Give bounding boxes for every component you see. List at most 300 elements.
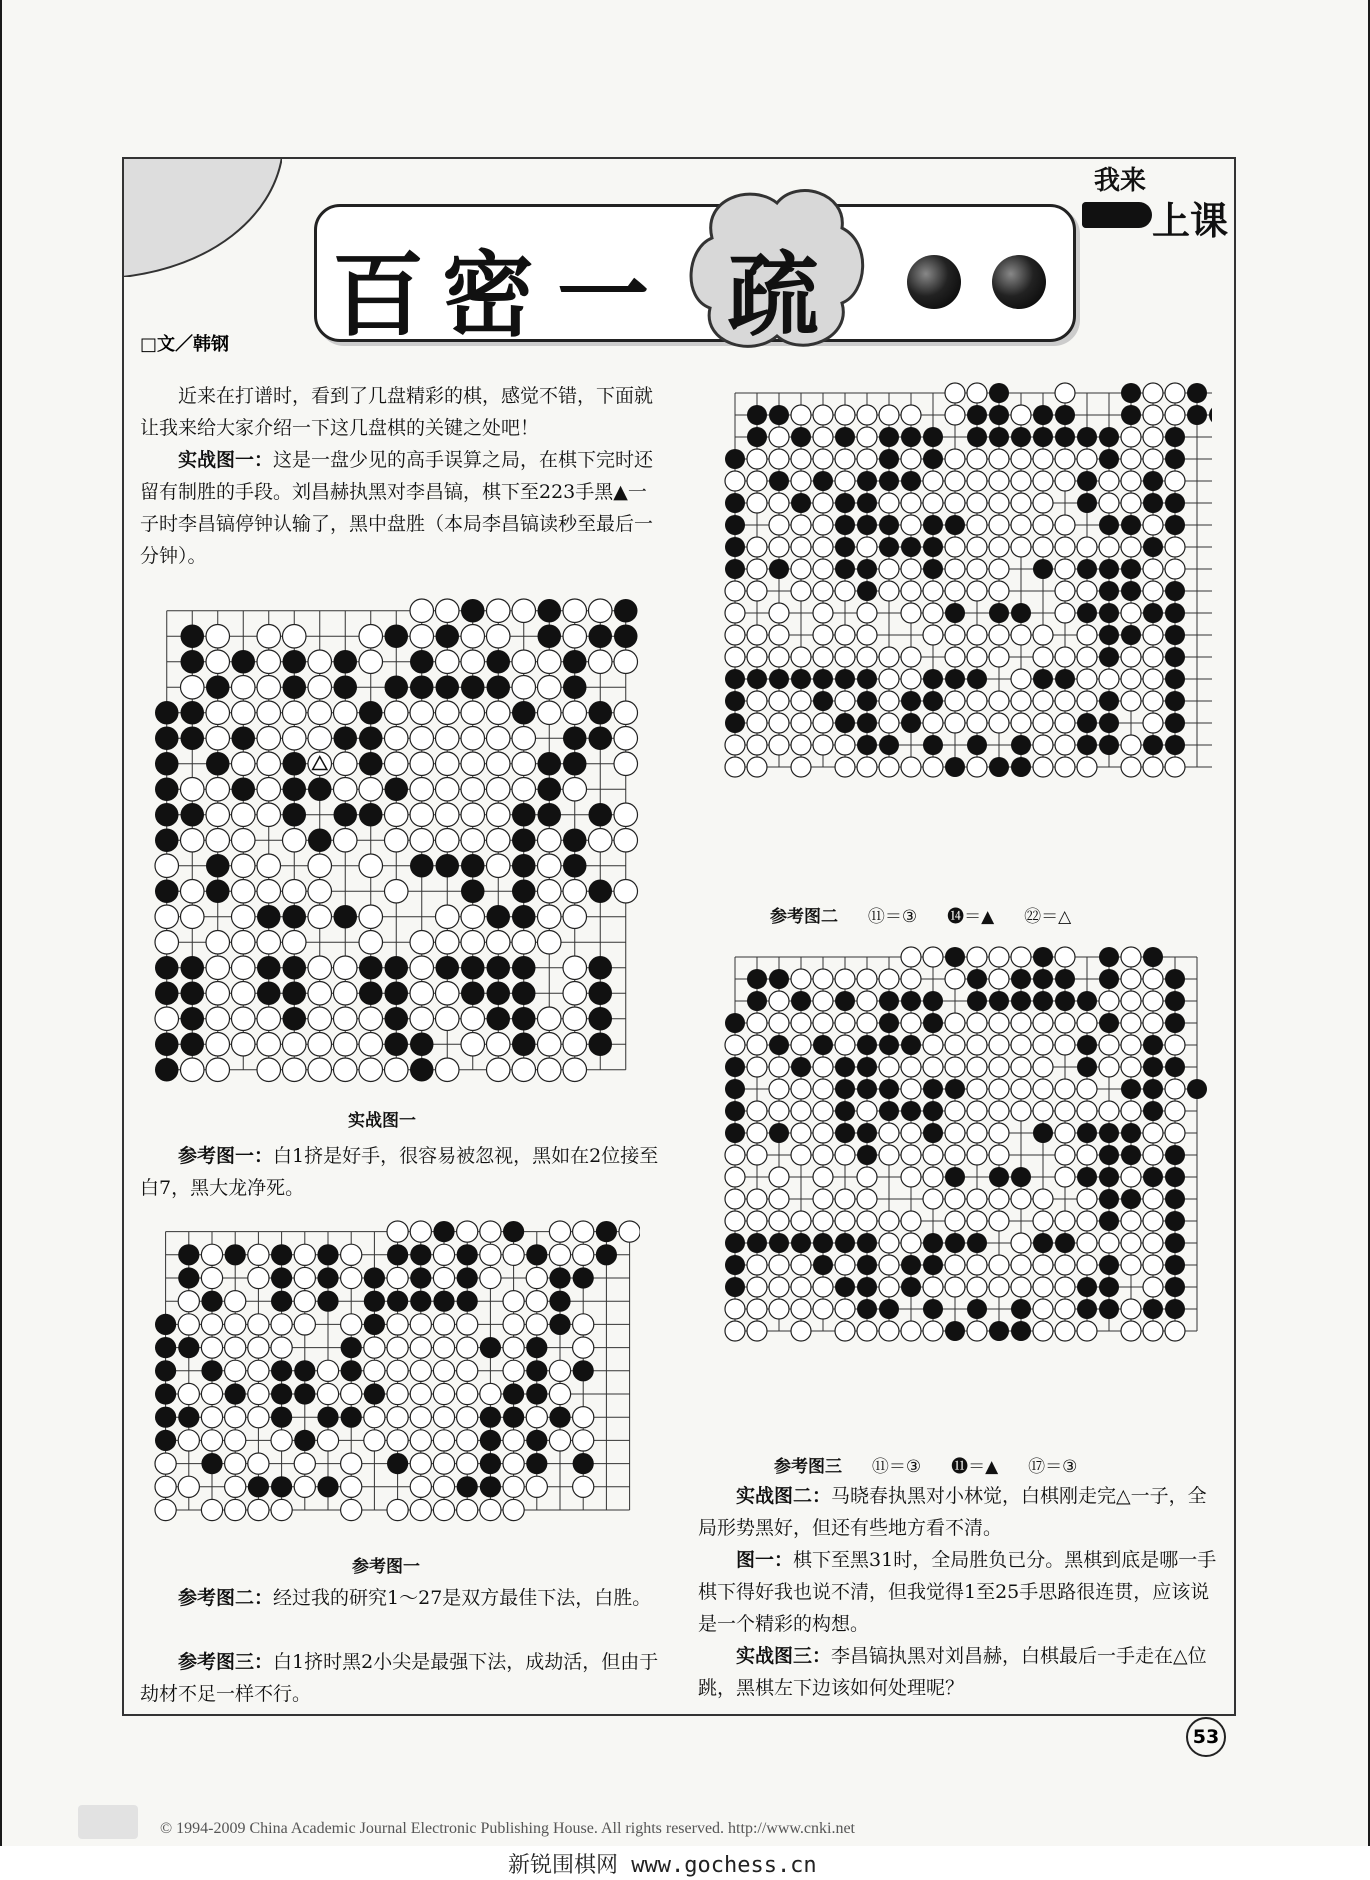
white-stone [835, 1321, 855, 1341]
black-stone [341, 1360, 362, 1381]
white-stone [989, 559, 1009, 579]
white-stone [747, 1277, 767, 1297]
white-stone [1011, 669, 1031, 689]
black-stone [433, 1221, 454, 1242]
white-stone [725, 1189, 745, 1209]
black-stone [923, 1013, 943, 1033]
black-stone [901, 691, 921, 711]
white-stone [901, 1079, 921, 1099]
white-stone [1011, 1013, 1031, 1033]
black-stone [1055, 969, 1075, 989]
black-stone [201, 1360, 222, 1381]
black-stone [526, 1244, 547, 1265]
white-stone [1143, 1277, 1163, 1297]
white-stone [835, 969, 855, 989]
white-stone [923, 1277, 943, 1297]
white-stone [512, 599, 536, 623]
white-stone [967, 515, 987, 535]
black-stone [1077, 1123, 1097, 1143]
black-stone [596, 1221, 617, 1242]
white-stone [857, 405, 877, 425]
black-stone [923, 691, 943, 711]
white-stone [835, 691, 855, 711]
black-stone [206, 854, 230, 878]
white-stone [1055, 757, 1075, 777]
black-stone [1099, 969, 1119, 989]
white-stone [410, 982, 434, 1006]
white-stone [1077, 1013, 1097, 1033]
white-stone [945, 625, 965, 645]
black-stone [257, 956, 281, 980]
white-stone [1011, 691, 1031, 711]
black-stone [725, 1101, 745, 1121]
black-stone [835, 515, 855, 535]
white-stone [1121, 1167, 1141, 1187]
white-stone [1143, 757, 1163, 777]
white-stone [364, 1360, 385, 1381]
black-stone [1121, 515, 1141, 535]
black-stone [1011, 735, 1031, 755]
black-stone [563, 854, 587, 878]
white-stone [989, 691, 1009, 711]
black-stone [791, 427, 811, 447]
black-stone [945, 603, 965, 623]
white-stone [1011, 1079, 1031, 1099]
white-stone [461, 1007, 485, 1031]
black-stone [181, 1033, 205, 1057]
white-stone [967, 947, 987, 967]
white-stone [410, 752, 434, 776]
white-stone [512, 727, 536, 751]
white-stone [257, 1058, 281, 1082]
white-stone [879, 493, 899, 513]
pointing-hand-icon [1082, 202, 1152, 228]
black-stone [725, 559, 745, 579]
black-stone [317, 1267, 338, 1288]
white-stone [232, 956, 256, 980]
white-stone [232, 931, 256, 955]
white-stone [923, 1167, 943, 1187]
black-stone [857, 1057, 877, 1077]
white-stone [387, 1383, 408, 1404]
white-stone [614, 880, 638, 904]
black-stone [480, 1476, 501, 1497]
black-stone [487, 650, 511, 674]
white-stone [725, 581, 745, 601]
white-stone [879, 1123, 899, 1143]
white-stone [1121, 647, 1141, 667]
white-stone [901, 647, 921, 667]
black-stone [835, 1277, 855, 1297]
white-stone [1077, 669, 1097, 689]
game1-label: 实战图一： [178, 449, 274, 471]
black-stone [317, 1291, 338, 1312]
black-stone [563, 676, 587, 700]
black-stone [857, 1035, 877, 1055]
black-stone [308, 829, 332, 853]
black-stone [526, 1430, 547, 1451]
white-stone [879, 1255, 899, 1275]
white-stone [271, 1337, 292, 1358]
black-stone [385, 956, 409, 980]
black-stone [989, 383, 1009, 403]
white-stone [308, 956, 332, 980]
white-stone [487, 1033, 511, 1057]
white-stone [1165, 1123, 1185, 1143]
white-stone [410, 1383, 431, 1404]
black-stone [334, 727, 358, 751]
black-stone [835, 991, 855, 1011]
white-stone [967, 713, 987, 733]
black-stone [1077, 991, 1097, 1011]
white-stone [923, 757, 943, 777]
white-stone [813, 1299, 833, 1319]
white-stone [283, 1058, 307, 1082]
black-stone [1055, 1233, 1075, 1253]
black-stone [385, 1033, 409, 1057]
black-stone [410, 1033, 434, 1057]
black-stone [725, 1123, 745, 1143]
white-stone [967, 647, 987, 667]
black-stone [1165, 1167, 1185, 1187]
white-stone [1121, 1255, 1141, 1275]
black-stone [385, 1007, 409, 1031]
white-stone [1055, 515, 1075, 535]
white-stone [1099, 1057, 1119, 1077]
white-stone [206, 1033, 230, 1057]
white-stone [1033, 713, 1053, 733]
black-stone [1055, 405, 1075, 425]
white-stone [1055, 449, 1075, 469]
white-stone [480, 1244, 501, 1265]
black-stone [769, 471, 789, 491]
white-stone [614, 803, 638, 827]
white-stone [725, 1211, 745, 1231]
white-stone [1033, 471, 1053, 491]
white-stone [1055, 559, 1075, 579]
white-stone [201, 1267, 222, 1288]
black-stone [410, 1291, 431, 1312]
ref3-text: 白1挤时黑2小尖是最强下法，成劫活，但由于劫材不足一样不行。 [140, 1651, 659, 1705]
white-stone [835, 1255, 855, 1275]
white-stone [1033, 493, 1053, 513]
white-stone [387, 1360, 408, 1381]
white-stone [487, 854, 511, 878]
white-stone [248, 1314, 269, 1335]
white-stone [879, 1057, 899, 1077]
white-stone [967, 1123, 987, 1143]
white-stone [813, 1013, 833, 1033]
white-stone [538, 829, 562, 853]
white-stone [410, 1499, 431, 1520]
black-stone [503, 1383, 524, 1404]
white-stone [1165, 757, 1185, 777]
white-stone [308, 982, 332, 1006]
white-stone [461, 829, 485, 853]
black-stone [1033, 559, 1053, 579]
black-stone [1011, 969, 1031, 989]
white-stone [945, 691, 965, 711]
white-stone [923, 1145, 943, 1165]
black-stone [155, 982, 179, 1006]
white-stone [385, 727, 409, 751]
white-stone [248, 1453, 269, 1474]
white-stone [461, 701, 485, 725]
white-stone [461, 650, 485, 674]
black-stone [1099, 713, 1119, 733]
white-stone [813, 603, 833, 623]
white-stone [791, 1145, 811, 1165]
white-stone [487, 931, 511, 955]
black-stone [813, 471, 833, 491]
white-stone [989, 647, 1009, 667]
black-stone [1165, 581, 1185, 601]
white-stone [436, 1007, 460, 1031]
white-stone [945, 581, 965, 601]
white-stone [283, 625, 307, 649]
white-stone [225, 1499, 246, 1520]
black-stone [1099, 1145, 1119, 1165]
white-stone [1055, 647, 1075, 667]
white-stone [1077, 449, 1097, 469]
white-stone [923, 625, 943, 645]
white-stone [317, 1360, 338, 1381]
white-stone [341, 1476, 362, 1497]
white-stone [308, 676, 332, 700]
white-stone [1033, 1255, 1053, 1275]
white-stone [1143, 515, 1163, 535]
black-stone [1187, 1079, 1207, 1099]
black-stone [835, 669, 855, 689]
black-stone [945, 1167, 965, 1187]
black-stone [857, 1299, 877, 1319]
white-stone [857, 969, 877, 989]
black-stone [181, 982, 205, 1006]
white-stone [503, 1476, 524, 1497]
white-stone [1121, 669, 1141, 689]
white-stone [334, 829, 358, 853]
white-stone [989, 1145, 1009, 1165]
black-stone [835, 427, 855, 447]
game2-paragraph [698, 1480, 1218, 1544]
black-stone [155, 752, 179, 776]
white-stone [879, 1145, 899, 1165]
white-stone [945, 405, 965, 425]
white-stone [549, 1383, 570, 1404]
white-stone [769, 1189, 789, 1209]
white-stone [835, 405, 855, 425]
black-stone [1099, 603, 1119, 623]
black-stone [1055, 991, 1075, 1011]
white-stone [1143, 647, 1163, 667]
white-stone [1121, 691, 1141, 711]
white-stone [1121, 1233, 1141, 1253]
black-stone [436, 956, 460, 980]
black-stone [549, 1407, 570, 1428]
white-stone [857, 757, 877, 777]
white-stone [1055, 1299, 1075, 1319]
white-stone [1077, 1255, 1097, 1275]
white-stone [614, 829, 638, 853]
board4-legend-1: ⑪＝③ [871, 1457, 922, 1477]
black-stone [747, 969, 767, 989]
white-stone [359, 854, 383, 878]
white-stone [461, 931, 485, 955]
white-stone [1143, 1189, 1163, 1209]
black-stone [1033, 1123, 1053, 1143]
white-stone [835, 471, 855, 491]
black-stone [857, 735, 877, 755]
white-stone [433, 1430, 454, 1451]
white-stone [563, 1058, 587, 1082]
white-stone [747, 1211, 767, 1231]
white-stone [791, 537, 811, 557]
white-stone [155, 905, 179, 929]
black-stone [512, 1007, 536, 1031]
black-stone [461, 956, 485, 980]
white-stone [989, 1123, 1009, 1143]
white-stone [1121, 1035, 1141, 1055]
white-stone [248, 1267, 269, 1288]
black-stone [813, 1035, 833, 1055]
black-stone [1011, 991, 1031, 1011]
black-stone [923, 537, 943, 557]
white-stone [573, 1476, 594, 1497]
white-stone [503, 1499, 524, 1520]
black-stone [283, 982, 307, 1006]
black-stone [1077, 1277, 1097, 1297]
black-stone [857, 515, 877, 535]
white-stone [901, 603, 921, 623]
white-stone [317, 1430, 338, 1451]
white-stone [178, 1314, 199, 1335]
white-stone [879, 559, 899, 579]
black-stone [155, 1430, 176, 1451]
white-stone [835, 757, 855, 777]
white-stone [769, 493, 789, 513]
white-stone [225, 1291, 246, 1312]
white-stone [1143, 1013, 1163, 1033]
white-stone [769, 625, 789, 645]
black-stone [457, 1267, 478, 1288]
white-stone [1011, 1057, 1031, 1077]
black-stone [1077, 427, 1097, 447]
white-stone [248, 1360, 269, 1381]
white-stone [769, 1211, 789, 1231]
white-stone [487, 778, 511, 802]
black-stone [538, 752, 562, 776]
black-stone [835, 713, 855, 733]
black-stone [879, 1079, 899, 1099]
black-stone [549, 1314, 570, 1335]
white-stone [461, 803, 485, 827]
white-stone [480, 1499, 501, 1520]
white-stone [857, 1101, 877, 1121]
black-stone [1099, 559, 1119, 579]
white-stone [1077, 1145, 1097, 1165]
white-stone [257, 1033, 281, 1057]
white-stone [1055, 1013, 1075, 1033]
white-stone [1055, 1145, 1075, 1165]
white-stone [791, 471, 811, 491]
white-stone [436, 727, 460, 751]
white-stone [480, 1221, 501, 1242]
white-stone [1077, 1233, 1097, 1253]
white-stone [317, 1383, 338, 1404]
white-stone [563, 880, 587, 904]
ref3-paragraph [140, 1646, 670, 1710]
white-stone [769, 1057, 789, 1077]
white-stone [791, 1321, 811, 1341]
black-stone [1143, 735, 1163, 755]
white-stone [248, 1337, 269, 1358]
black-stone [901, 427, 921, 447]
white-stone [1121, 427, 1141, 447]
white-stone [387, 1267, 408, 1288]
black-stone [1121, 581, 1141, 601]
black-stone [526, 1337, 547, 1358]
white-stone [1011, 537, 1031, 557]
black-stone [857, 581, 877, 601]
white-stone [1011, 515, 1031, 535]
white-stone [813, 969, 833, 989]
white-stone [225, 1337, 246, 1358]
white-stone [967, 1035, 987, 1055]
black-stone [725, 449, 745, 469]
black-stone [923, 1123, 943, 1143]
white-stone [923, 1035, 943, 1055]
white-stone [257, 701, 281, 725]
black-stone [945, 1321, 965, 1341]
white-stone [178, 1291, 199, 1312]
white-stone [563, 1007, 587, 1031]
white-stone [1143, 581, 1163, 601]
white-stone [813, 559, 833, 579]
black-stone [155, 1033, 179, 1057]
white-stone [232, 752, 256, 776]
white-stone [945, 713, 965, 733]
black-stone [725, 1277, 745, 1297]
white-stone [791, 735, 811, 755]
black-stone [1165, 1145, 1185, 1165]
white-stone [387, 1337, 408, 1358]
white-stone [201, 1383, 222, 1404]
white-stone [1011, 405, 1031, 425]
white-stone [206, 727, 230, 751]
white-stone [989, 1035, 1009, 1055]
white-stone [457, 1453, 478, 1474]
white-stone [257, 803, 281, 827]
white-stone [945, 1189, 965, 1209]
white-stone [410, 1007, 434, 1031]
ref2-text: 经过我的研究1～27是双方最佳下法，白胜。 [273, 1587, 652, 1609]
white-stone [589, 599, 613, 623]
white-stone [791, 647, 811, 667]
go-stone-icon [992, 255, 1046, 309]
white-stone [1099, 1035, 1119, 1055]
white-stone [206, 1058, 230, 1082]
white-stone [879, 405, 899, 425]
white-stone [791, 1123, 811, 1143]
white-stone [1033, 537, 1053, 557]
white-stone [989, 1057, 1009, 1077]
black-stone [257, 982, 281, 1006]
white-stone [1011, 471, 1031, 491]
white-stone [410, 1337, 431, 1358]
black-stone [385, 982, 409, 1006]
board3-legend-1: ⑪＝③ [867, 907, 918, 927]
black-stone [769, 1233, 789, 1253]
